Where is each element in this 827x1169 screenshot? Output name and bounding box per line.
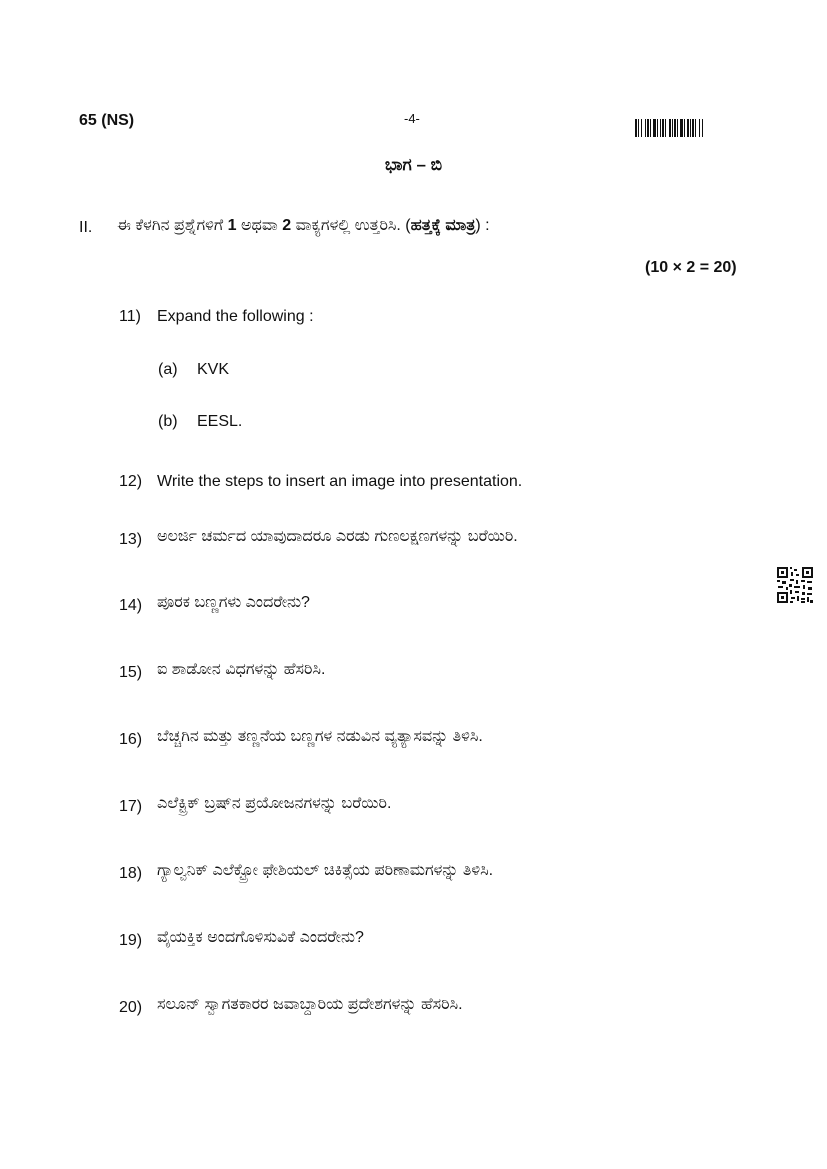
question-text: ವೈಯಕ್ತಿಕ ಅಂದಗೊಳಿಸುವಿಕೆ ಎಂದರೇನು?	[157, 929, 364, 946]
question-text: ಬೆಚ್ಚಗಿನ ಮತ್ತು ತಣ್ಣನೆಯ ಬಣ್ಣಗಳ ನಡುವಿನ ವ್ಯತ್ಯಾಸವನ್ನು ತಿಳಿಸಿ.	[157, 728, 483, 745]
instruction-prefix: ಈ ಕೆಳಗಿನ ಪ್ರಶ್ನೆಗಳಿಗೆ	[117, 217, 224, 234]
subpart-text: EESL.	[197, 413, 243, 430]
subpart-label: (a)	[158, 361, 178, 378]
section-roman-numeral: II.	[79, 219, 93, 236]
instruction-number-1: 1	[227, 217, 237, 234]
question-text: Write the steps to insert an image into presentation.	[157, 473, 523, 490]
instruction-or: ಅಥವಾ	[240, 217, 278, 234]
qr-code-icon	[776, 566, 814, 604]
subpart-label: (b)	[158, 413, 178, 430]
question-text: ಐ ಶಾಡೋನ ವಿಧಗಳನ್ನು ಹೆಸರಿಸಿ.	[157, 661, 326, 678]
question-number: 17)	[119, 798, 143, 815]
question-text: ಸಲೂನ್ ಸ್ವಾಗತಕಾರರ ಜವಾಬ್ದಾರಿಯ ಪ್ರದೇಶಗಳನ್ನು ಹೆಸರಿಸಿ.	[157, 996, 463, 1013]
question-number: 12)	[119, 473, 143, 490]
page-number: -4-	[404, 111, 420, 126]
instruction-suffix: ) :	[475, 217, 490, 234]
section-title: ಭಾಗ – ಬಿ	[384, 155, 443, 174]
question-number: 18)	[119, 865, 143, 882]
section-marks: (10 × 2 = 20)	[645, 259, 737, 276]
question-number: 13)	[119, 531, 143, 548]
question-number: 15)	[119, 664, 143, 681]
question-text: ಪೂರಕ ಬಣ್ಣಗಳು ಎಂದರೇನು?	[157, 594, 310, 611]
question-text: Expand the following :	[157, 308, 314, 325]
question-number: 19)	[119, 932, 143, 949]
question-number: 20)	[119, 999, 143, 1016]
instruction-mid: ವಾಕ್ಯಗಳಲ್ಲಿ ಉತ್ತರಿಸಿ. (	[295, 217, 411, 234]
section-instruction	[117, 217, 490, 235]
barcode-icon	[635, 119, 750, 137]
paper-code: 65 (NS)	[79, 112, 135, 129]
question-number: 16)	[119, 731, 143, 748]
instruction-bold: ಹತ್ತಕ್ಕೆ ಮಾತ್ರ	[410, 217, 476, 234]
instruction-number-2: 2	[282, 217, 292, 234]
subpart-text: KVK	[197, 361, 230, 378]
question-text: ಗ್ಯಾಲ್ವನಿಕ್ ಎಲೆಕ್ಟ್ರೋ ಫೇಶಿಯಲ್ ಚಿಕಿತ್ಸೆಯ ಪರಿಣಾಮಗಳನ್ನು ತಿಳಿಸಿ.	[157, 862, 494, 879]
question-number: 14)	[119, 597, 143, 614]
question-text: ಅಲರ್ಜಿ ಚರ್ಮದ ಯಾವುದಾದರೂ ಎರಡು ಗುಣಲಕ್ಷಣಗಳನ್ನು ಬರೆಯಿರಿ.	[157, 528, 518, 545]
question-number: 11)	[119, 308, 141, 325]
question-text: ಎಲೆಕ್ಟ್ರಿಕ್ ಬ್ರಷ್‌ನ ಪ್ರಯೋಜನಗಳನ್ನು ಬರೆಯಿರಿ.	[157, 795, 392, 812]
